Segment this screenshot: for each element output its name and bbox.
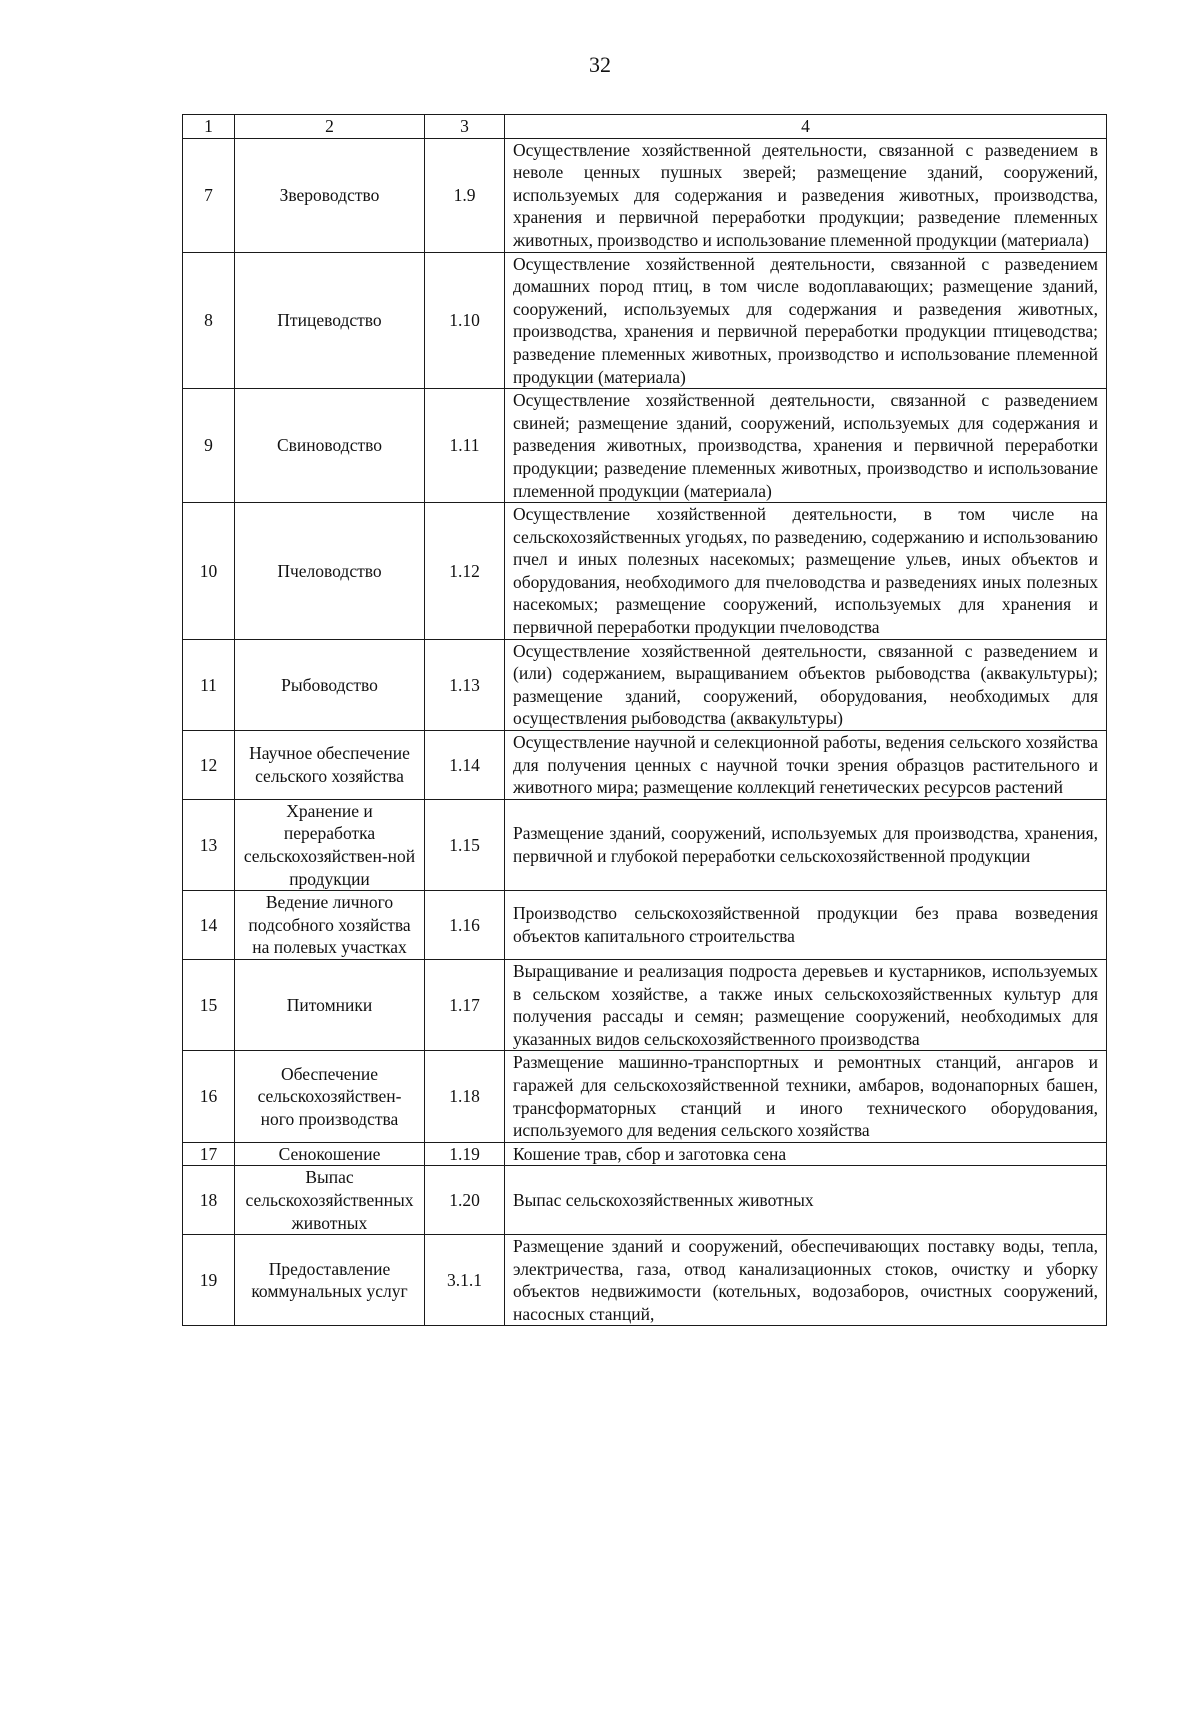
row-description: Кошение трав, сбор и заготовка сена: [505, 1142, 1107, 1166]
header-row: [183, 115, 1107, 139]
row-description: Выращивание и реализация подроста деревьев и кустарников, используемых в сельском хозяйстве, а также иных сельскохозяйственных культур для получения рассады и семян; размещение сооружений, необходимых для указанных видов сельскохозяйственного производства: [505, 959, 1107, 1050]
table-row: [183, 731, 1107, 800]
row-name: Выпас сельскохозяйственных животных: [235, 1166, 425, 1235]
row-number: 7: [183, 138, 235, 252]
row-name: Обеспечение сельскохозяйствен-ного производства: [235, 1051, 425, 1142]
table-row: [183, 891, 1107, 960]
row-number: 16: [183, 1051, 235, 1142]
table-row: [183, 252, 1107, 389]
row-number: 18: [183, 1166, 235, 1235]
row-description: Осуществление хозяйственной деятельности, связанной с разведением и (или) содержанием, выращиванием объектов рыбоводства (аквакультуры); размещение зданий, сооружений, оборудования, необходимых для осуществления рыбоводства (аквакультуры): [505, 639, 1107, 730]
row-number: 14: [183, 891, 235, 960]
row-code: 1.15: [425, 799, 505, 890]
table-row: [183, 138, 1107, 252]
row-number: 15: [183, 959, 235, 1050]
row-description: Размещение зданий, сооружений, используемых для производства, хранения, первичной и глубокой переработки сельскохозяйственной продукции: [505, 799, 1107, 890]
table-row: [183, 1142, 1107, 1166]
row-code: 1.11: [425, 389, 505, 503]
row-number: 17: [183, 1142, 235, 1166]
row-number: 11: [183, 639, 235, 730]
row-name: Питомники: [235, 959, 425, 1050]
row-description: Выпас сельскохозяйственных животных: [505, 1166, 1107, 1235]
row-code: 1.19: [425, 1142, 505, 1166]
row-code: 1.14: [425, 731, 505, 800]
row-code: 1.13: [425, 639, 505, 730]
row-description: Производство сельскохозяйственной продукции без права возведения объектов капитального строительства: [505, 891, 1107, 960]
table-row: [183, 639, 1107, 730]
row-description: Осуществление хозяйственной деятельности, связанной с разведением домашних пород птиц, в том числе водоплавающих; размещение зданий, сооружений, используемых для содержания и разведения животных, производства, хранения и первичной переработки продукции птицеводства; разведение племенных животных, производство и использование племенной продукции (материала): [505, 252, 1107, 389]
header-col-name: 2: [235, 115, 425, 139]
table-row: [183, 1166, 1107, 1235]
row-name: Звероводство: [235, 138, 425, 252]
header-col-number: 1: [183, 115, 235, 139]
row-name: Научное обеспечение сельского хозяйства: [235, 731, 425, 800]
row-code: 1.20: [425, 1166, 505, 1235]
row-description: Осуществление научной и селекционной работы, ведения сельского хозяйства для получения ценных с научной точки зрения образцов растительного и животного мира; размещение коллекций генетических ресурсов растений: [505, 731, 1107, 800]
row-code: 1.12: [425, 503, 505, 640]
header-col-description: 4: [505, 115, 1107, 139]
row-number: 19: [183, 1235, 235, 1326]
row-name: Рыбоводство: [235, 639, 425, 730]
row-name: Птицеводство: [235, 252, 425, 389]
table-row: [183, 959, 1107, 1050]
row-description: Размещение зданий и сооружений, обеспечивающих поставку воды, тепла, электричества, газа, отвод канализационных стоков, очистку и уборку объектов недвижимости (котельных, водозаборов, очистных сооружений, насосных станций,: [505, 1235, 1107, 1326]
table-row: [183, 1051, 1107, 1142]
row-code: 1.9: [425, 138, 505, 252]
row-number: 12: [183, 731, 235, 800]
row-name: Пчеловодство: [235, 503, 425, 640]
row-number: 10: [183, 503, 235, 640]
table-row: [183, 389, 1107, 503]
row-name: Свиноводство: [235, 389, 425, 503]
row-description: Осуществление хозяйственной деятельности, связанной с разведением свиней; размещение зданий, сооружений, используемых для содержания и разведения животных, производства, хранения и первичной переработки продукции; разведение племенных животных, производство и использование племенной продукции (материала): [505, 389, 1107, 503]
row-name: Сенокошение: [235, 1142, 425, 1166]
row-code: 1.10: [425, 252, 505, 389]
row-description: Размещение машинно-транспортных и ремонтных станций, ангаров и гаражей для сельскохозяйственной техники, амбаров, водонапорных башен, трансформаторных станций и иного технического оборудования, используемого для ведения сельского хозяйства: [505, 1051, 1107, 1142]
row-description: Осуществление хозяйственной деятельности, связанной с разведением в неволе ценных пушных зверей; размещение зданий, сооружений, используемых для содержания и разведения животных, производства, хранения и первичной переработки продукции; разведение племенных животных, производство и использование племенной продукции (материала): [505, 138, 1107, 252]
row-number: 13: [183, 799, 235, 890]
row-code: 3.1.1: [425, 1235, 505, 1326]
row-name: Предоставление коммунальных услуг: [235, 1235, 425, 1326]
table-row: [183, 503, 1107, 640]
row-number: 8: [183, 252, 235, 389]
row-code: 1.18: [425, 1051, 505, 1142]
table-row: [183, 799, 1107, 890]
header-col-code: 3: [425, 115, 505, 139]
row-name: Ведение личного подсобного хозяйства на полевых участках: [235, 891, 425, 960]
row-code: 1.16: [425, 891, 505, 960]
land-use-table: [182, 114, 1107, 1326]
row-code: 1.17: [425, 959, 505, 1050]
row-description: Осуществление хозяйственной деятельности, в том числе на сельскохозяйственных угодьях, по разведению, содержанию и использованию пчел и иных полезных насекомых; размещение ульев, иных объектов и оборудования, необходимого для пчеловодства и разведениях иных полезных насекомых; размещение сооружений, используемых для хранения и первичной переработки продукции пчеловодства: [505, 503, 1107, 640]
page-number: 32: [589, 52, 611, 77]
table-row: [183, 1235, 1107, 1326]
row-name: Хранение и переработка сельскохозяйствен-ной продукции: [235, 799, 425, 890]
row-number: 9: [183, 389, 235, 503]
